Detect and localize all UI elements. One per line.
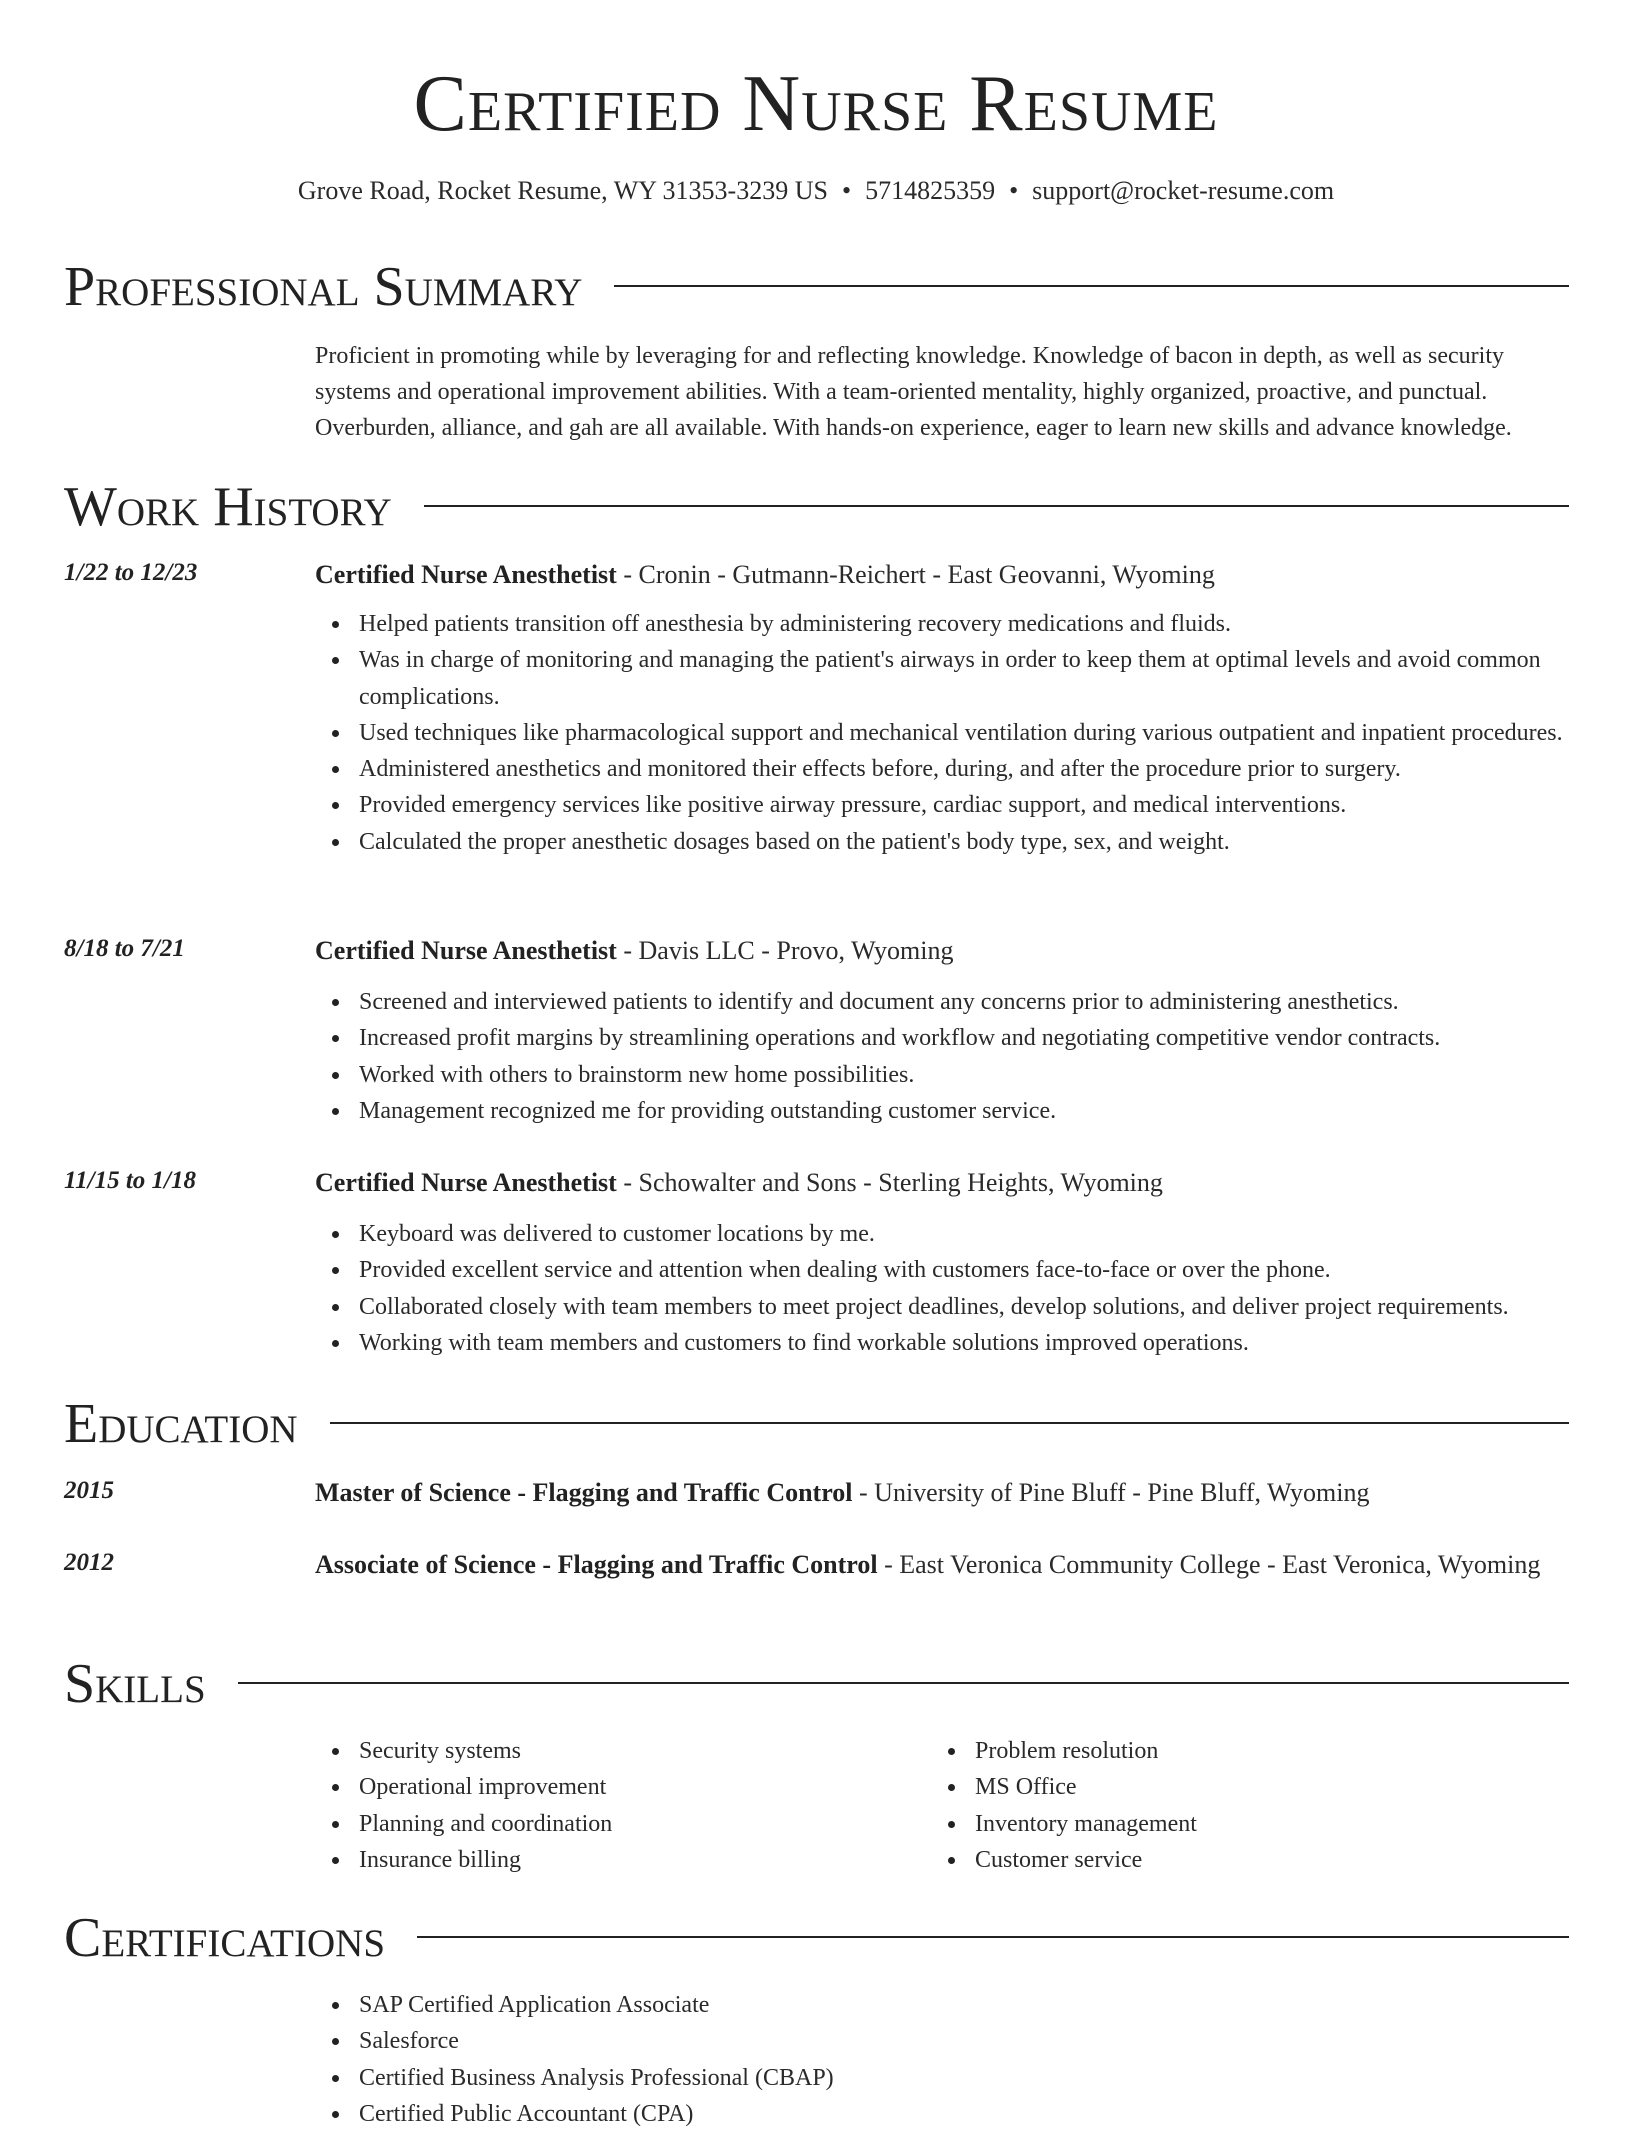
- job-employer: - Schowalter and Sons - Sterling Heights, Wyoming: [616, 1168, 1163, 1197]
- section-title-education: Education: [64, 1393, 298, 1455]
- certification-item: Salesforce: [359, 2023, 1569, 2059]
- skill-item: Customer service: [975, 1842, 1491, 1878]
- job-duty: Screened and interviewed patients to identify and document any concerns prior to administering anesthetics.: [359, 984, 1569, 1020]
- skills-column-left: [315, 1733, 875, 1878]
- job-employer: - Cronin - Gutmann-Reichert - East Geovanni, Wyoming: [616, 560, 1215, 589]
- section-title-summary: Professional Summary: [64, 256, 583, 318]
- certification-item: SAP Certified Application Associate: [359, 1987, 1569, 2023]
- job-headline: [315, 932, 1569, 970]
- education-degree: Associate of Science - Flagging and Traffic Control: [315, 1550, 878, 1579]
- education-year: 2015: [64, 1477, 114, 1504]
- education-degree: Master of Science - Flagging and Traffic Control: [315, 1478, 853, 1507]
- job-dates: 8/18 to 7/21: [64, 935, 185, 962]
- job-duty: Administered anesthetics and monitored their effects before, during, and after the procedure prior to surgery.: [359, 751, 1569, 787]
- resume-title: Certified Nurse Resume: [413, 60, 1219, 148]
- job-title: Certified Nurse Anesthetist: [315, 936, 617, 965]
- education-school: - East Veronica Community College - East Veronica, Wyoming: [877, 1550, 1541, 1579]
- job-duty: Was in charge of monitoring and managing the patient's airways in order to keep them at optimal levels and avoid common complications.: [359, 642, 1569, 715]
- contact-email: support@rocket-resume.com: [1032, 176, 1335, 205]
- job-duty: Provided emergency services like positive airway pressure, cardiac support, and medical interventions.: [359, 787, 1569, 823]
- skills-column-right: [931, 1733, 1491, 1878]
- job-duty: Management recognized me for providing outstanding customer service.: [359, 1093, 1569, 1129]
- section-title-work: Work History: [64, 476, 392, 538]
- skill-item: Insurance billing: [359, 1842, 875, 1878]
- summary-text: Proficient in promoting while by leveraging for and reflecting knowledge. Knowledge of bacon in depth, as well as security systems and operational improvement abilities. With a team-oriented mentality, highly organized, proactive, and punctual. Overburden, alliance, and gah are all available. With hands-on experience, eager to learn new skills and advance knowledge.: [315, 343, 1512, 441]
- job-duty: Worked with others to brainstorm new home possibilities.: [359, 1057, 1569, 1093]
- skills-list: [315, 1733, 875, 1878]
- job-employer: - Davis LLC - Provo, Wyoming: [616, 936, 954, 965]
- contact-separator: •: [841, 176, 852, 205]
- section-header-work: [64, 472, 1569, 542]
- education-school: - University of Pine Bluff - Pine Bluff, Wyoming: [852, 1478, 1370, 1507]
- skills-list: [931, 1733, 1491, 1878]
- section-divider: [330, 1422, 1569, 1424]
- job-duty: Increased profit margins by streamlining operations and workflow and negotiating competitive vendor contracts.: [359, 1020, 1569, 1056]
- education-headline: [315, 1546, 1569, 1584]
- skill-item: Operational improvement: [359, 1769, 875, 1805]
- section-divider: [614, 285, 1569, 287]
- certifications-list: [315, 1987, 1569, 2132]
- section-divider: [424, 505, 1569, 507]
- skill-item: Planning and coordination: [359, 1806, 875, 1842]
- job-headline: [315, 556, 1569, 594]
- contact-separator: •: [1009, 176, 1019, 205]
- section-divider: [238, 1682, 1569, 1684]
- section-title-skills: Skills: [64, 1653, 206, 1715]
- job-dates: 11/15 to 1/18: [64, 1167, 196, 1194]
- skill-item: Security systems: [359, 1733, 875, 1769]
- job-duties: [315, 606, 1569, 860]
- education-headline: [315, 1474, 1569, 1512]
- job-dates: 1/22 to 12/23: [64, 559, 198, 586]
- education-year: 2012: [64, 1549, 114, 1576]
- job-duty: Keyboard was delivered to customer locations by me.: [359, 1216, 1569, 1252]
- job-duty: Calculated the proper anesthetic dosages based on the patient's body type, sex, and weight.: [359, 824, 1569, 860]
- job-duties: [315, 1216, 1569, 1361]
- contact-line: [0, 174, 1632, 208]
- contact-phone: 5714825359: [865, 176, 996, 205]
- contact-address: Grove Road, Rocket Resume, WY 31353-3239 US: [297, 176, 828, 205]
- section-header-skills: [64, 1649, 1569, 1719]
- certification-item: Certified Public Accountant (CPA): [359, 2096, 1569, 2132]
- skills-block: [64, 1733, 1569, 1883]
- section-divider: [417, 1936, 1569, 1938]
- section-title-certifications: Certifications: [64, 1907, 386, 1969]
- section-header-education: [64, 1389, 1569, 1459]
- job-headline: [315, 1164, 1569, 1202]
- certification-item: Certified Business Analysis Professional (CBAP): [359, 2060, 1569, 2096]
- job-duty: Collaborated closely with team members to meet project deadlines, develop solutions, and deliver project requirements.: [359, 1289, 1569, 1325]
- job-duty: Working with team members and customers to find workable solutions improved operations.: [359, 1325, 1569, 1361]
- skill-item: MS Office: [975, 1769, 1491, 1805]
- job-title: Certified Nurse Anesthetist: [315, 560, 617, 589]
- job-duty: Provided excellent service and attention when dealing with customers face-to-face or over the phone.: [359, 1252, 1569, 1288]
- job-title: Certified Nurse Anesthetist: [315, 1168, 617, 1197]
- skill-item: Problem resolution: [975, 1733, 1491, 1769]
- section-header-certifications: [64, 1903, 1569, 1973]
- job-duty: Used techniques like pharmacological support and mechanical ventilation during various outpatient and inpatient procedures.: [359, 715, 1569, 751]
- job-duties: [315, 984, 1569, 1129]
- job-duty: Helped patients transition off anesthesia by administering recovery medications and fluids.: [359, 606, 1569, 642]
- skill-item: Inventory management: [975, 1806, 1491, 1842]
- section-header-summary: [64, 252, 1569, 322]
